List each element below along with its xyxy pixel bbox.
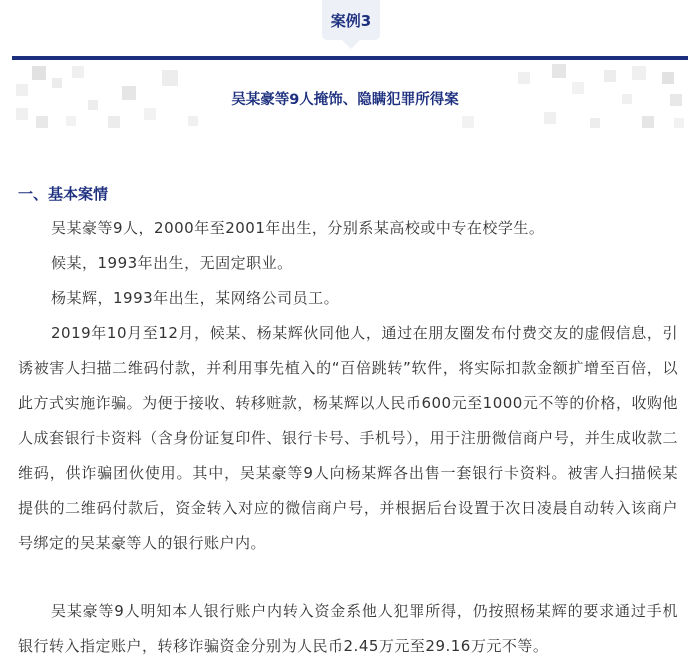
mosaic-square — [604, 70, 616, 82]
mosaic-square — [36, 116, 48, 128]
mosaic-square — [108, 116, 120, 128]
mosaic-square — [188, 116, 198, 126]
paragraph-hou: 候某，1993年出生，无固定职业。 — [51, 254, 293, 272]
paragraph-facts: 2019年10月至12月，候某、杨某辉伙同他人，通过在朋友圈发布付费交友的虚假信息，引诱被害人扫描二维码付款，并利用事先植入的“百倍跳转”软件，将实际扣款金额扩增至百倍，以此方式实施诈骗。为便于接收、转移赃款，杨某辉以人民币600元至1000元不等的价格，收购他人成套银行卡资料（含身份证复印件、银行卡号、手机号），用于注册微信商户号，并生成收款二维码，供诈骗团伙使用。其中，吴某豪等9人向杨某辉各出售一套银行卡资料。被害人扫描候某提供的二维码付款后，资金转入对应的微信商户号，并根据后台设置于次日凌晨自动转入该商户号绑定的吴某豪等人的银行账户内。 — [18, 324, 678, 552]
mosaic-square — [642, 116, 654, 128]
case-number-label: 案例3 — [330, 11, 372, 30]
mosaic-square — [518, 72, 530, 84]
mosaic-square — [52, 78, 62, 88]
paragraph-suspects: 吴某豪等9人，2000年至2001年出生，分别系某高校或中专在校学生。 — [51, 219, 545, 237]
case-number-tag — [322, 0, 380, 40]
case-title: 吴某豪等9人掩饰、隐瞒犯罪所得案 — [231, 92, 459, 108]
case-tag-pointer — [342, 40, 360, 49]
mosaic-square — [632, 66, 646, 80]
mosaic-square — [544, 112, 556, 124]
mosaic-square — [462, 116, 474, 128]
mosaic-square — [32, 66, 46, 80]
paragraph-yang: 杨某辉，1993年出生，某网络公司员工。 — [51, 289, 340, 307]
section-heading: 一、基本案情 — [18, 185, 109, 203]
mosaic-square — [552, 64, 566, 78]
mosaic-square — [72, 66, 84, 78]
mosaic-square — [590, 118, 600, 128]
mosaic-square — [162, 70, 178, 86]
mosaic-square — [674, 118, 684, 128]
mosaic-square — [66, 116, 76, 126]
paragraph-transfer: 吴某豪等9人明知本人银行账户内转入资金系他人犯罪所得，仍按照杨某辉的要求通过手机银行转入指定账户，转移诈骗资金分别为人民币2.45万元至29.16万元不等。 — [18, 602, 678, 655]
mosaic-square — [662, 72, 674, 84]
